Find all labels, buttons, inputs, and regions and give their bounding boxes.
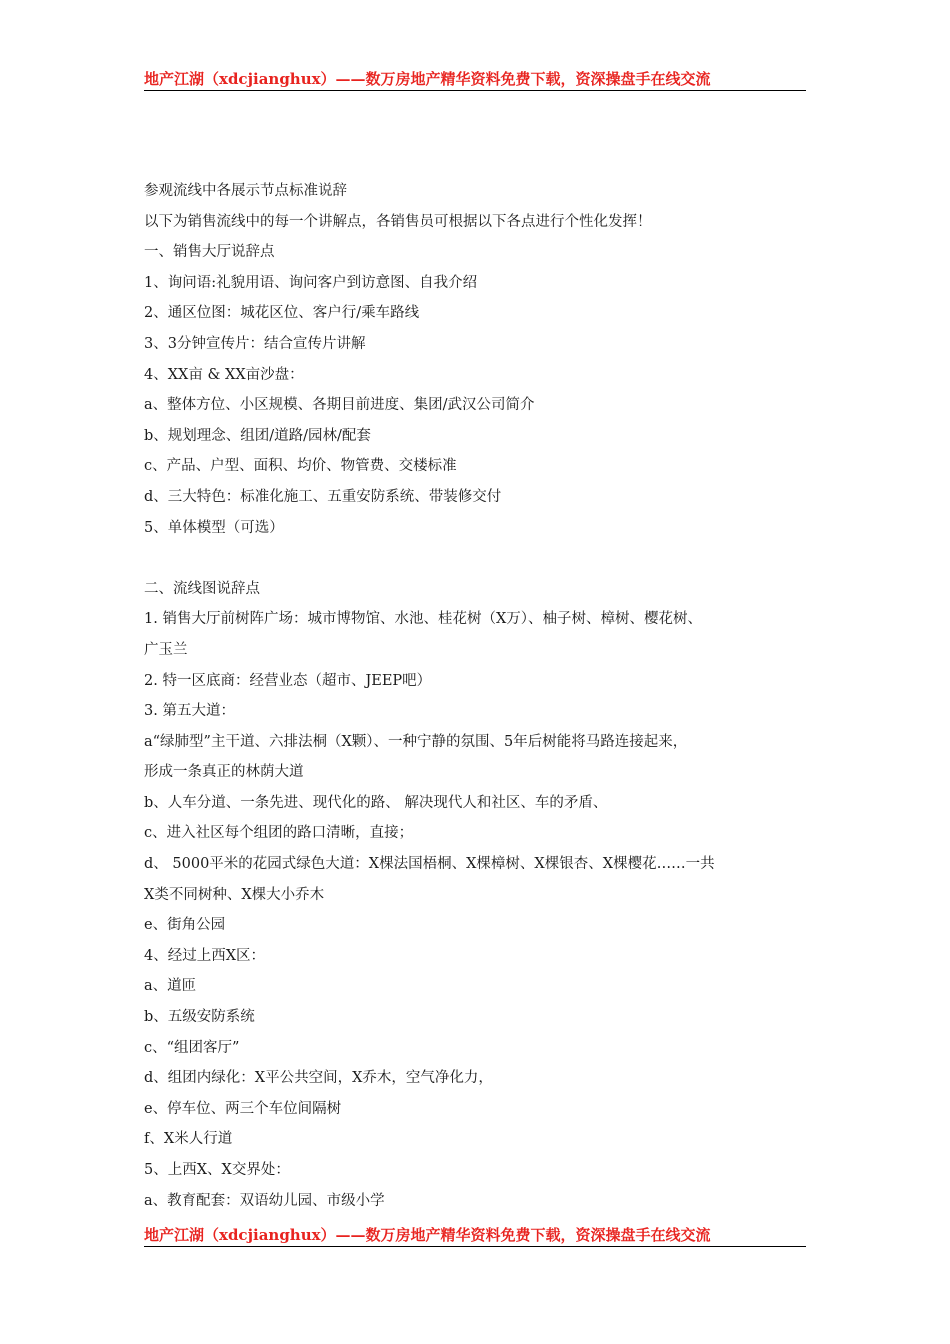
sub-list-item: e、停车位、两三个车位间隔树	[144, 1100, 342, 1117]
sub-list-item: d、三大特色：标准化施工、五重安防系统、带装修交付	[144, 488, 502, 505]
list-item: 1. 销售大厅前树阵广场：城市博物馆、水池、桂花树（X万）、柚子树、樟树、樱花树、	[144, 611, 703, 628]
sub-list-item: e、街角公园	[144, 917, 226, 934]
sub-list-item: a、教育配套：双语幼儿园、市级小学	[144, 1192, 385, 1209]
sub-list-item: c、产品、户型、面积、均价、物管费、交楼标准	[144, 458, 457, 475]
sub-list-item: a、道匝	[144, 978, 197, 995]
sub-list-item: a、整体方位、小区规模、各期目前进度、集团/武汉公司简介	[144, 397, 535, 414]
list-item: 5、单体模型（可选）	[144, 519, 284, 536]
list-item: 2、通区位图：城花区位、客户行/乘车路线	[144, 305, 420, 322]
list-item-continued: 广玉兰	[144, 641, 188, 658]
section-heading: 二、流线图说辞点	[144, 580, 260, 597]
list-item: 3、3分钟宣传片：结合宣传片讲解	[144, 335, 366, 352]
footer-banner: 地产江湖（xdcjianghux）——数万房地产精华资料免费下载，资深操盘手在线交流	[144, 1224, 806, 1247]
list-item: 2. 特一区底商：经营业态（超市、JEEP吧）	[144, 672, 432, 689]
sub-list-item: a“绿肺型”主干道、六排法桐（X颗）、一种宁静的氛围、5年后树能将马路连接起来，	[144, 733, 688, 750]
document-title: 参观流线中各展示节点标准说辞	[144, 183, 347, 199]
sub-list-item: f、X米人行道	[144, 1131, 233, 1148]
sub-list-item-continued: X类不同树种、X棵大小乔木	[144, 886, 325, 903]
sub-list-item: d、 5000平米的花园式绿色大道：X棵法国梧桐、X棵樟树、X棵银杏、X棵樱花……一共	[144, 856, 715, 873]
sub-list-item: b、规划理念、组团/道路/园林/配套	[144, 427, 371, 444]
list-item: 4、经过上西X区：	[144, 947, 266, 964]
sub-list-item: c、“组团客厅”	[144, 1039, 240, 1056]
list-item: 5、上西X、X交界处：	[144, 1162, 290, 1178]
list-item: 3. 第五大道：	[144, 703, 235, 720]
document-body	[144, 176, 808, 1216]
sub-list-item: d、组团内绿化：X平公共空间，X乔木，空气净化力，	[144, 1070, 493, 1087]
sub-list-item-continued: 形成一条真正的林荫大道	[144, 764, 304, 781]
list-item: 4、XX亩 & XX亩沙盘：	[144, 366, 304, 383]
intro-text: 以下为销售流线中的每一个讲解点，各销售员可根据以下各点进行个性化发挥！	[144, 213, 652, 230]
sub-list-item: c、进入社区每个组团的路口清晰，直接；	[144, 825, 414, 842]
section-heading: 一、销售大厅说辞点	[144, 244, 275, 261]
blank-line	[144, 543, 808, 574]
list-item: 1、询问语:礼貌用语、询问客户到访意图、自我介绍	[144, 274, 478, 291]
header-banner: 地产江湖（xdcjianghux）——数万房地产精华资料免费下载，资深操盘手在线交流	[144, 68, 806, 91]
sub-list-item: b、五级安防系统	[144, 1009, 255, 1026]
sub-list-item: b、人车分道、一条先进、现代化的路、 解决现代人和社区、车的矛盾、	[144, 794, 608, 811]
